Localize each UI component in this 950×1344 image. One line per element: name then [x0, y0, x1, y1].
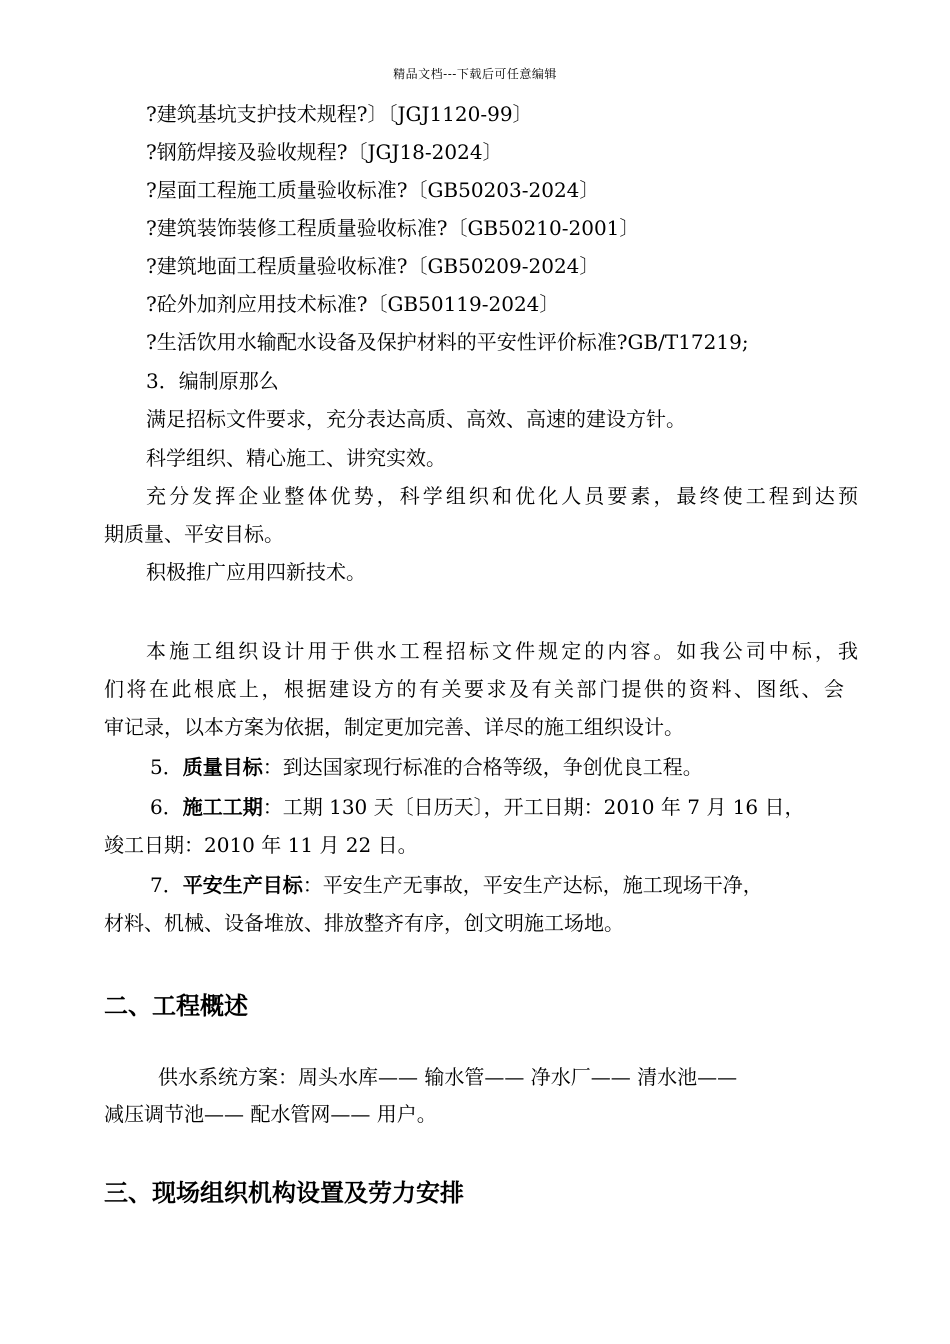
- standard-item: ?建筑装饰装修工程质量验收标准?〔GB50210-2001〕: [146, 216, 640, 240]
- water-supply-scheme: 供水系统方案：周头水库—— 输水管—— 净水厂—— 清水池——: [158, 1065, 738, 1089]
- intro-paragraph: 审记录，以本方案为依据，制定更加完善、详尽的施工组织设计。: [104, 715, 684, 739]
- item-number: 6．: [150, 795, 183, 819]
- section-two-heading: 二、工程概述: [104, 991, 248, 1020]
- section-three-heading: 三、现场组织机构设置及劳力安排: [104, 1178, 464, 1207]
- item-label: 施工工期: [182, 795, 263, 819]
- item-text: ：平安生产无事故，平安生产达标，施工现场干净，: [302, 873, 763, 897]
- section-3-title: 3．编制原那么: [146, 369, 279, 393]
- standard-item: ?生活饮用水输配水设备及保护材料的平安性评价标准?GB/T17219;: [146, 330, 749, 354]
- standard-item: ?屋面工程施工质量验收标准?〔GB50203-2024〕: [146, 178, 600, 202]
- standard-item: ?钢筋焊接及验收规程?〔JGJ18-2024〕: [146, 140, 503, 164]
- principle-paragraph: 积极推广应用四新技术。: [146, 560, 366, 584]
- item-text: ：工期 130 天〔日历天〕，开工日期：2010 年 7 月 16 日，: [262, 795, 805, 819]
- item-label: 质量目标: [182, 755, 263, 779]
- water-supply-scheme-continued: 减压调节池—— 配水管网—— 用户。: [104, 1102, 437, 1126]
- principle-paragraph-continued: 期质量、平安目标。: [104, 522, 284, 546]
- construction-period-continued: 竣工日期：2010 年 11 月 22 日。: [104, 833, 418, 857]
- principle-paragraph: 充分发挥企业整体优势，科学组织和优化人员要素，最终使工程到达预: [146, 484, 858, 508]
- intro-paragraph: 们将在此根底上，根据建设方的有关要求及有关部门提供的资料、图纸、会: [104, 677, 844, 701]
- standard-item: ?建筑基坑支护技术规程?〕〔JGJ1120-99〕: [146, 102, 533, 126]
- standard-item: ?建筑地面工程质量验收标准?〔GB50209-2024〕: [146, 254, 600, 278]
- intro-paragraph: 本施工组织设计用于供水工程招标文件规定的内容。如我公司中标，我: [146, 639, 858, 663]
- principle-paragraph: 满足招标文件要求，充分表达高质、高效、高速的建设方针。: [146, 407, 686, 431]
- item-number: 5．: [150, 755, 183, 779]
- principle-paragraph: 科学组织、精心施工、讲究实效。: [146, 446, 446, 470]
- quality-target: [150, 753, 703, 781]
- safety-target: [150, 871, 763, 899]
- page-header: 精品文档---下载后可任意编辑: [393, 67, 557, 81]
- item-label: 平安生产目标: [182, 873, 303, 897]
- standard-item: ?砼外加剂应用技术标准?〔GB50119-2024〕: [146, 292, 560, 316]
- item-text: ：到达国家现行标准的合格等级，争创优良工程。: [262, 755, 703, 779]
- item-number: 7．: [150, 873, 183, 897]
- construction-period: [150, 793, 804, 821]
- safety-target-continued: 材料、机械、设备堆放、排放整齐有序，创文明施工场地。: [104, 911, 624, 935]
